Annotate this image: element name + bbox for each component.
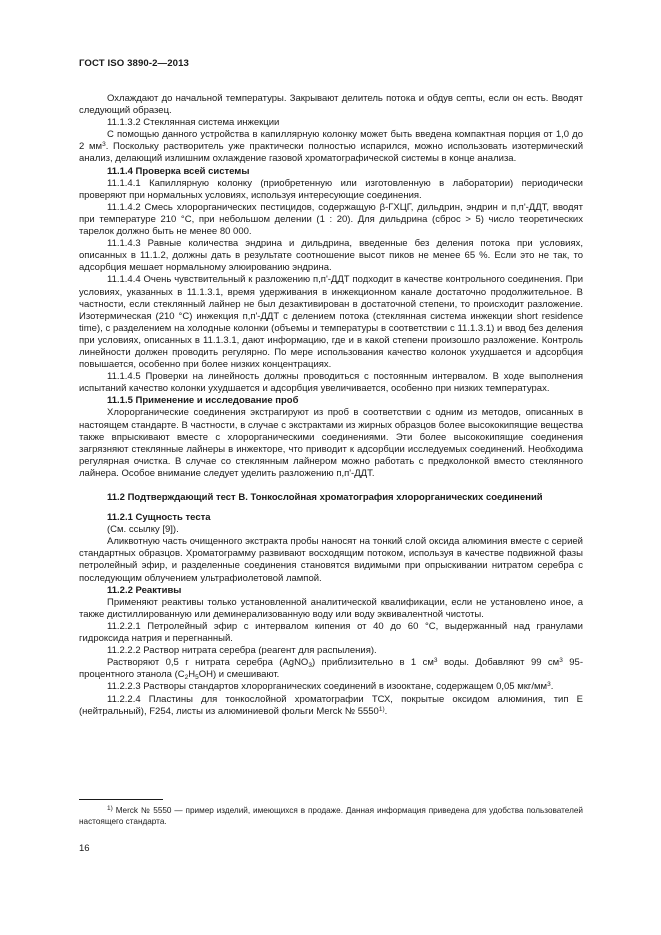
paragraph: 11.2.2.4 Пластины для тонкослойной хроматографии ТСХ, покрытые оксидом алюминия, тип Е (нейтральный), F254, листы из алюминиевой фольги Merck № 5550$^{1)}$. (79, 693, 583, 717)
paragraph: 11.1.4.4 Очень чувствительный к разложению п,п'-ДДТ подходит в качестве контрольного соединения. При условиях, указанных в 11.1.3.1, время удерживания в инжекционном канале достаточно продолжительное. В частности, если стеклянный лайнер не был дезактивирован в достаточной степени, то происходит разложение. Изотермическая (210 °С) инжекция п,п'-ДДТ с делением потока (стеклянная система инжекции short residence time), с разделением на холодные колонки (объемы и температуры в соответствии с 11.1.3.1) и ввод без деления при условиях, описанных в 11.1.3.1, дают информацию, где и в какой степени произошло разложение. Контроль линейности должен проводить регулярно. По мере использования качество колонок ухудшается и адсорбция повышается, особенно при более низких концентрациях. (79, 274, 583, 371)
paragraph: 11.1.4.2 Смесь хлорорганических пестицидов, содержащую β-ГХЦГ, дильдрин, эндрин и п,п'-ДДТ, вводят при температуре 210 °С, при небольшом делении (1 : 20). Для дильдрина (сброс > 5) число теоретических тарелок должно быть не менее 80 000. (79, 201, 583, 238)
paragraph: 11.2.2.3 Растворы стандартов хлорорганических соединений в изооктане, содержащем 0,05 мкг/$мм^3$. (107, 681, 554, 693)
paragraph: 11.1.4.1 Капиллярную колонку (приобретенную или изготовленную в лаборатории) периодически проверяют при нормальных условиях, используя интересующие соединения. (79, 177, 583, 201)
page-header: ГОСТ ISO 3890-2—2013 (79, 58, 189, 69)
footnote-divider (79, 799, 163, 800)
section-heading: 11.2.1 Сущность теста (107, 512, 211, 524)
footnote-text: Merck № 5550 — пример изделий, имеющихся в продаже. Данная информация приведена для удобства пользователей настоящего стандарта. (79, 806, 583, 826)
page-number: 16 (79, 843, 90, 854)
paragraph: Хлорорганические соединения экстрагируют из проб в соответствии с одним из методов, описанных в настоящем стандарте. В частности, в случае с экстрактами из жирных образцов более высококипящие вещества также впрыскивают вместе с хлорорганическими соединениями. Эти более высококипящие соединения загрязняют стеклянные лайнеры в инжекторе, что приводит к адсорбции исследуемых соединений. Необходима регулярная очистка. В случае со стеклянным лайнером можно работать с предколонкой вместо стеклянного лайнера. Особое внимание следует уделить разложению п,п'-ДДТ. (79, 407, 583, 479)
paragraph: 11.2.2.1 Петролейный эфир с интервалом кипения от 40 до 60 °С, выдержанный над гранулами гидроксида натрия и перегнанный. (79, 620, 583, 645)
paragraph: 11.1.3.2 Стеклянная система инжекции (107, 117, 280, 129)
footnote-marker: 1) (107, 805, 113, 812)
section-heading: 11.1.4 Проверка всей системы (107, 165, 250, 177)
paragraph: 11.1.4.5 Проверки на линейность должны проводиться с постоянным интервалом. В ходе выполнения испытаний качество колонки ухудшается и адсорбция увеличивается, особенно при низких температурах. (79, 371, 583, 395)
section-heading: 11.2.2 Реактивы (107, 584, 182, 596)
paragraph: Охлаждают до начальной температуры. Закрывают делитель потока и обдув септы, если он есть. Вводят следующий образец. (79, 93, 583, 117)
paragraph: 11.1.4.3 Равные количества эндрина и дильдрина, введенные без деления потока при условиях, описанных в 11.1.2, должны дать в результате соотношение высот пиков не менее 65 %. Если это не так, то адсорбция мешает нормальному элюированию эндрина. (79, 238, 583, 274)
paragraph: С помощью данного устройства в капиллярную колонку может быть введена компактная порция от 1,0 до 2 $мм^3$. Поскольку растворитель уже практически полностью испарился, можно использовать изотермический анализ, делающий излишним охлаждение газовой хроматографической системы в конце анализа. (79, 129, 583, 165)
paragraph: Растворяют 0,5 г нитрата серебра (AgNO$_3$) приблизительно в 1 $см^3$ воды. Добавляют 99 $см^3$ 95-процентного этанола $(С_2Н_5ОН)$ и смешивают. (79, 657, 583, 682)
paragraph: 11.2.2.2 Раствор нитрата серебра (реагент для распыления). (107, 645, 377, 657)
paragraph: Применяют реактивы только установленной аналитической квалификации, если не установлено иное, а также дистиллированную или деминерализованную воду или воду эквивалентной чистоты. (79, 596, 583, 620)
footnote (79, 805, 583, 827)
paragraph: Аликвотную часть очищенного экстракта пробы наносят на тонкий слой оксида алюминия вместе с серией стандартных образцов. Хроматограмму развивают восходящим потоком, используя в качестве подвижной фазы петролейный эфир, и разделенные соединения становятся видимыми при опрыскивании нитратом серебра с последующим облучением ультрафиолетовой лампой. (79, 536, 583, 584)
page-body (79, 93, 583, 718)
paragraph: (См. ссылку [9]). (107, 524, 179, 536)
section-title: 11.2 Подтверждающий тест В. Тонкослойная хроматография хлорорганических соединений (107, 492, 543, 503)
section-heading: 11.1.5 Применение и исследование проб (107, 395, 299, 407)
